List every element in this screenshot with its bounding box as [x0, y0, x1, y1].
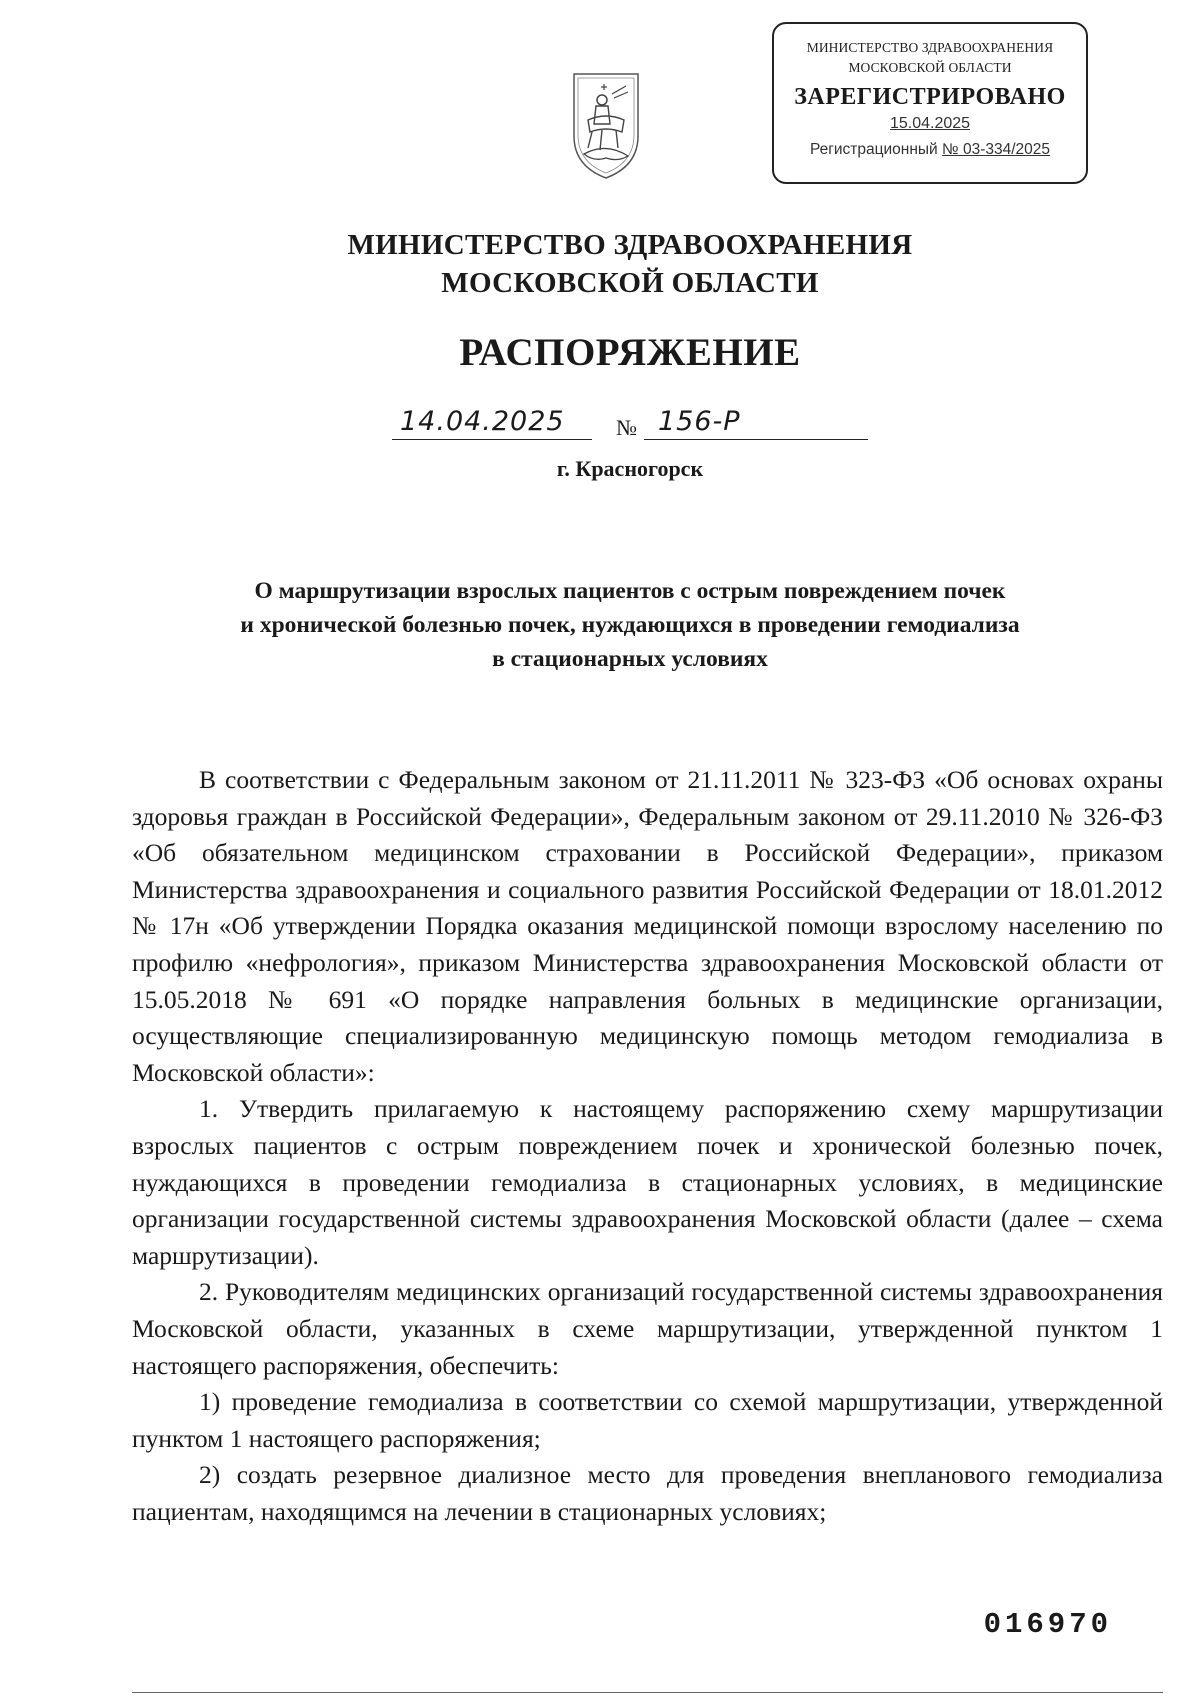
handwritten-number: 156-Р	[658, 406, 741, 437]
serial-number: 016970	[983, 1608, 1112, 1641]
item-2-1-paragraph: 1) проведение гемодиализа в соответствии со схемой маршрутизации, утвержденной пунктом 1 настоящего распоряжения;	[132, 1387, 1163, 1453]
ministry-title	[0, 226, 1200, 302]
stamp-date: 15.04.2025	[889, 115, 971, 132]
ministry-title-line2: МОСКОВСКОЙ ОБЛАСТИ	[441, 267, 819, 299]
preamble-paragraph: В соответствии с Федеральным законом от 21.11.2011 № 323-ФЗ «Об основах охраны здоровья граждан в Российской Федерации», Федеральным законом от 29.11.2010 № 326-ФЗ «Об обязательном медицинском страховании в Российской Федерации», приказом Министерства здравоохранения и социального развития Российской Федерации от 18.01.2012 № 17н «Об утверждении Порядка оказания медицинской помощи взрослому населению по профилю «нефрология», приказом Министерства здравоохранения Московской области от 15.05.2018 № 691 «О порядке направления больных в медицинские организации, осуществляющие специализированную медицинскую помощь методом гемодиализа в Московской области»:	[132, 765, 1163, 1087]
subject-line3: в стационарных условиях	[492, 646, 768, 672]
stamp-ministry-line1: МИНИСТЕРСТВО ЗДРАВООХРАНЕНИЯ	[806, 40, 1054, 55]
document-type: РАСПОРЯЖЕНИЕ	[459, 331, 801, 374]
ministry-title-line1: МИНИСТЕРСТВО ЗДРАВООХРАНЕНИЯ	[347, 229, 913, 261]
handwritten-date: 14.04.2025	[400, 406, 565, 437]
item-2-paragraph: 2. Руководителям медицинских организаций государственной системы здравоохранения Московской области, указанных в схеме маршрутизации, утвержденной пунктом 1 настоящего распоряжения, обеспечить:	[132, 1277, 1163, 1380]
number-label: №	[616, 415, 637, 440]
registration-stamp	[772, 22, 1088, 184]
stamp-registration	[774, 141, 1086, 159]
number-field	[644, 395, 868, 440]
item-2-2-paragraph: 2) создать резервное диализное место для проведения внепланового гемодиализа пациентам, находящимся на лечении в стационарных условиях;	[132, 1460, 1163, 1526]
stamp-ministry	[774, 38, 1086, 78]
stamp-status: ЗАРЕГИСТРИРОВАНО	[794, 84, 1066, 110]
subject-line2: и хронической болезнью почек, нуждающихся в проведении гемодиализа	[240, 612, 1020, 638]
document-subject	[130, 574, 1130, 676]
stamp-reg-label: Регистрационный	[809, 141, 938, 158]
stamp-reg-number: № 03-334/2025	[942, 141, 1051, 158]
subject-line1: О маршрутизации взрослых пациентов с острым повреждением почек	[254, 578, 1006, 604]
item-1-paragraph: 1. Утвердить прилагаемую к настоящему распоряжению схему маршрутизации взрослых пациентов с острым повреждением почек и хронической болезнью почек, нуждающихся в проведении гемодиализа в стационарных условиях, в медицинские организации государственной системы здравоохранения Московской области (далее – схема маршрутизации).	[132, 1094, 1163, 1270]
document-body	[132, 762, 1163, 1530]
city: г. Красногорск	[556, 456, 704, 481]
footer-divider	[132, 1692, 1163, 1693]
stamp-ministry-line2: МОСКОВСКОЙ ОБЛАСТИ	[848, 60, 1012, 75]
date-field	[392, 395, 592, 440]
coat-of-arms-emblem	[568, 66, 644, 182]
